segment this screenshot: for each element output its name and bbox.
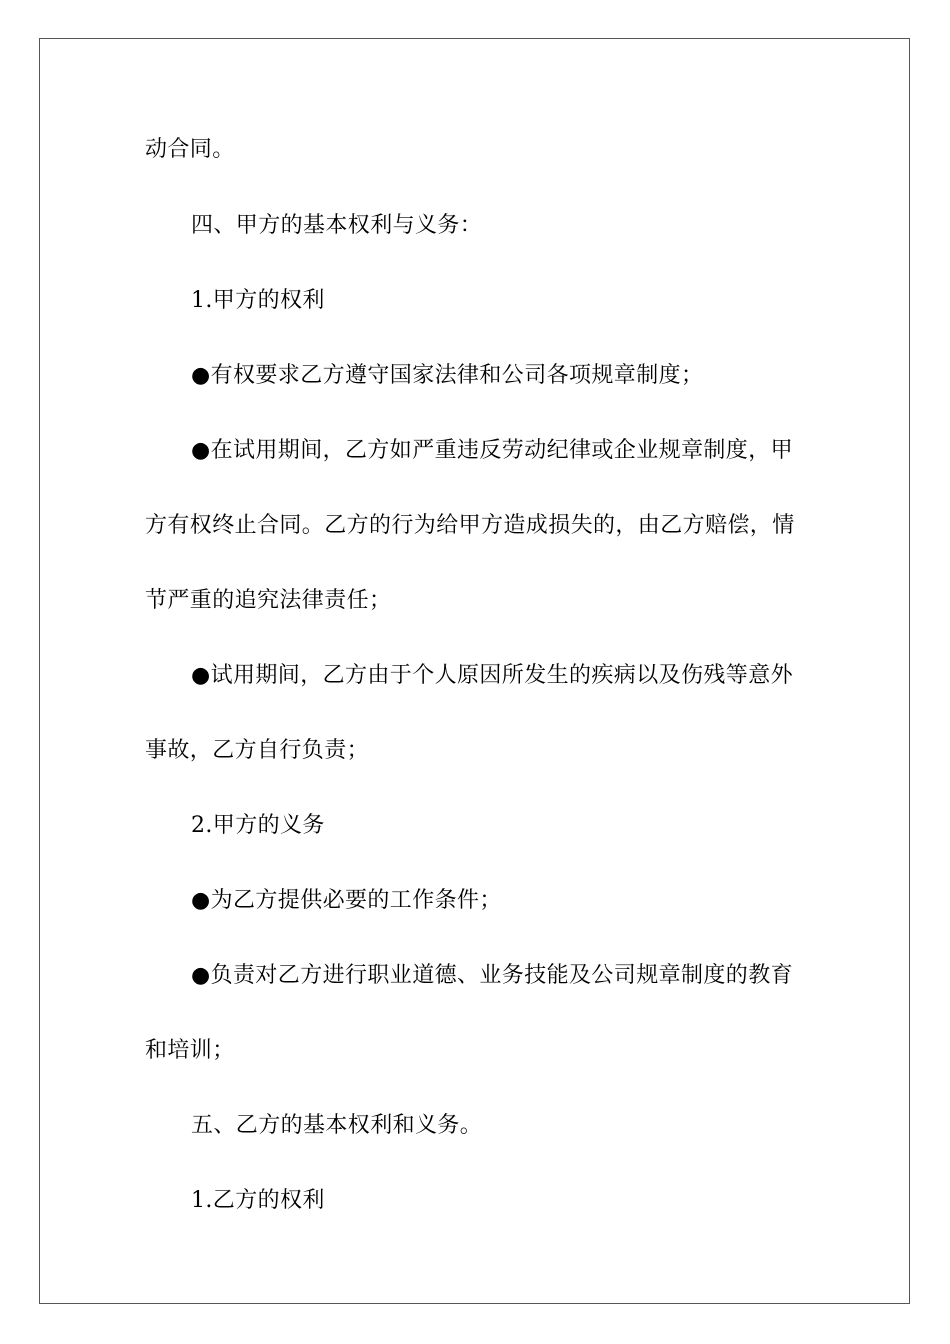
bullet-item: ●在试用期间，乙方如严重违反劳动纪律或企业规章制度，甲 bbox=[191, 438, 793, 463]
bullet-item: ●试用期间，乙方由于个人原因所发生的疾病以及伤残等意外 bbox=[191, 663, 793, 688]
subsection-heading: 1.乙方的权利 bbox=[191, 1188, 325, 1213]
text-line: 方有权终止合同。乙方的行为给甲方造成损失的，由乙方赔偿，情 bbox=[145, 513, 795, 538]
section-heading: 五、乙方的基本权利和义务。 bbox=[191, 1113, 483, 1138]
bullet-item: ●负责对乙方进行职业道德、业务技能及公司规章制度的教育 bbox=[191, 963, 793, 988]
subsection-heading: 1.甲方的权利 bbox=[191, 288, 325, 313]
text-line: 动合同。 bbox=[145, 137, 235, 162]
text-line: 和培训； bbox=[145, 1038, 235, 1063]
bullet-item: ●有权要求乙方遵守国家法律和公司各项规章制度； bbox=[191, 363, 704, 388]
text-line: 事故，乙方自行负责； bbox=[145, 738, 370, 763]
subsection-heading: 2.甲方的义务 bbox=[191, 813, 325, 838]
bullet-item: ●为乙方提供必要的工作条件； bbox=[191, 888, 502, 913]
section-heading: 四、甲方的基本权利与义务： bbox=[191, 213, 483, 238]
text-line: 节严重的追究法律责任； bbox=[145, 588, 392, 613]
